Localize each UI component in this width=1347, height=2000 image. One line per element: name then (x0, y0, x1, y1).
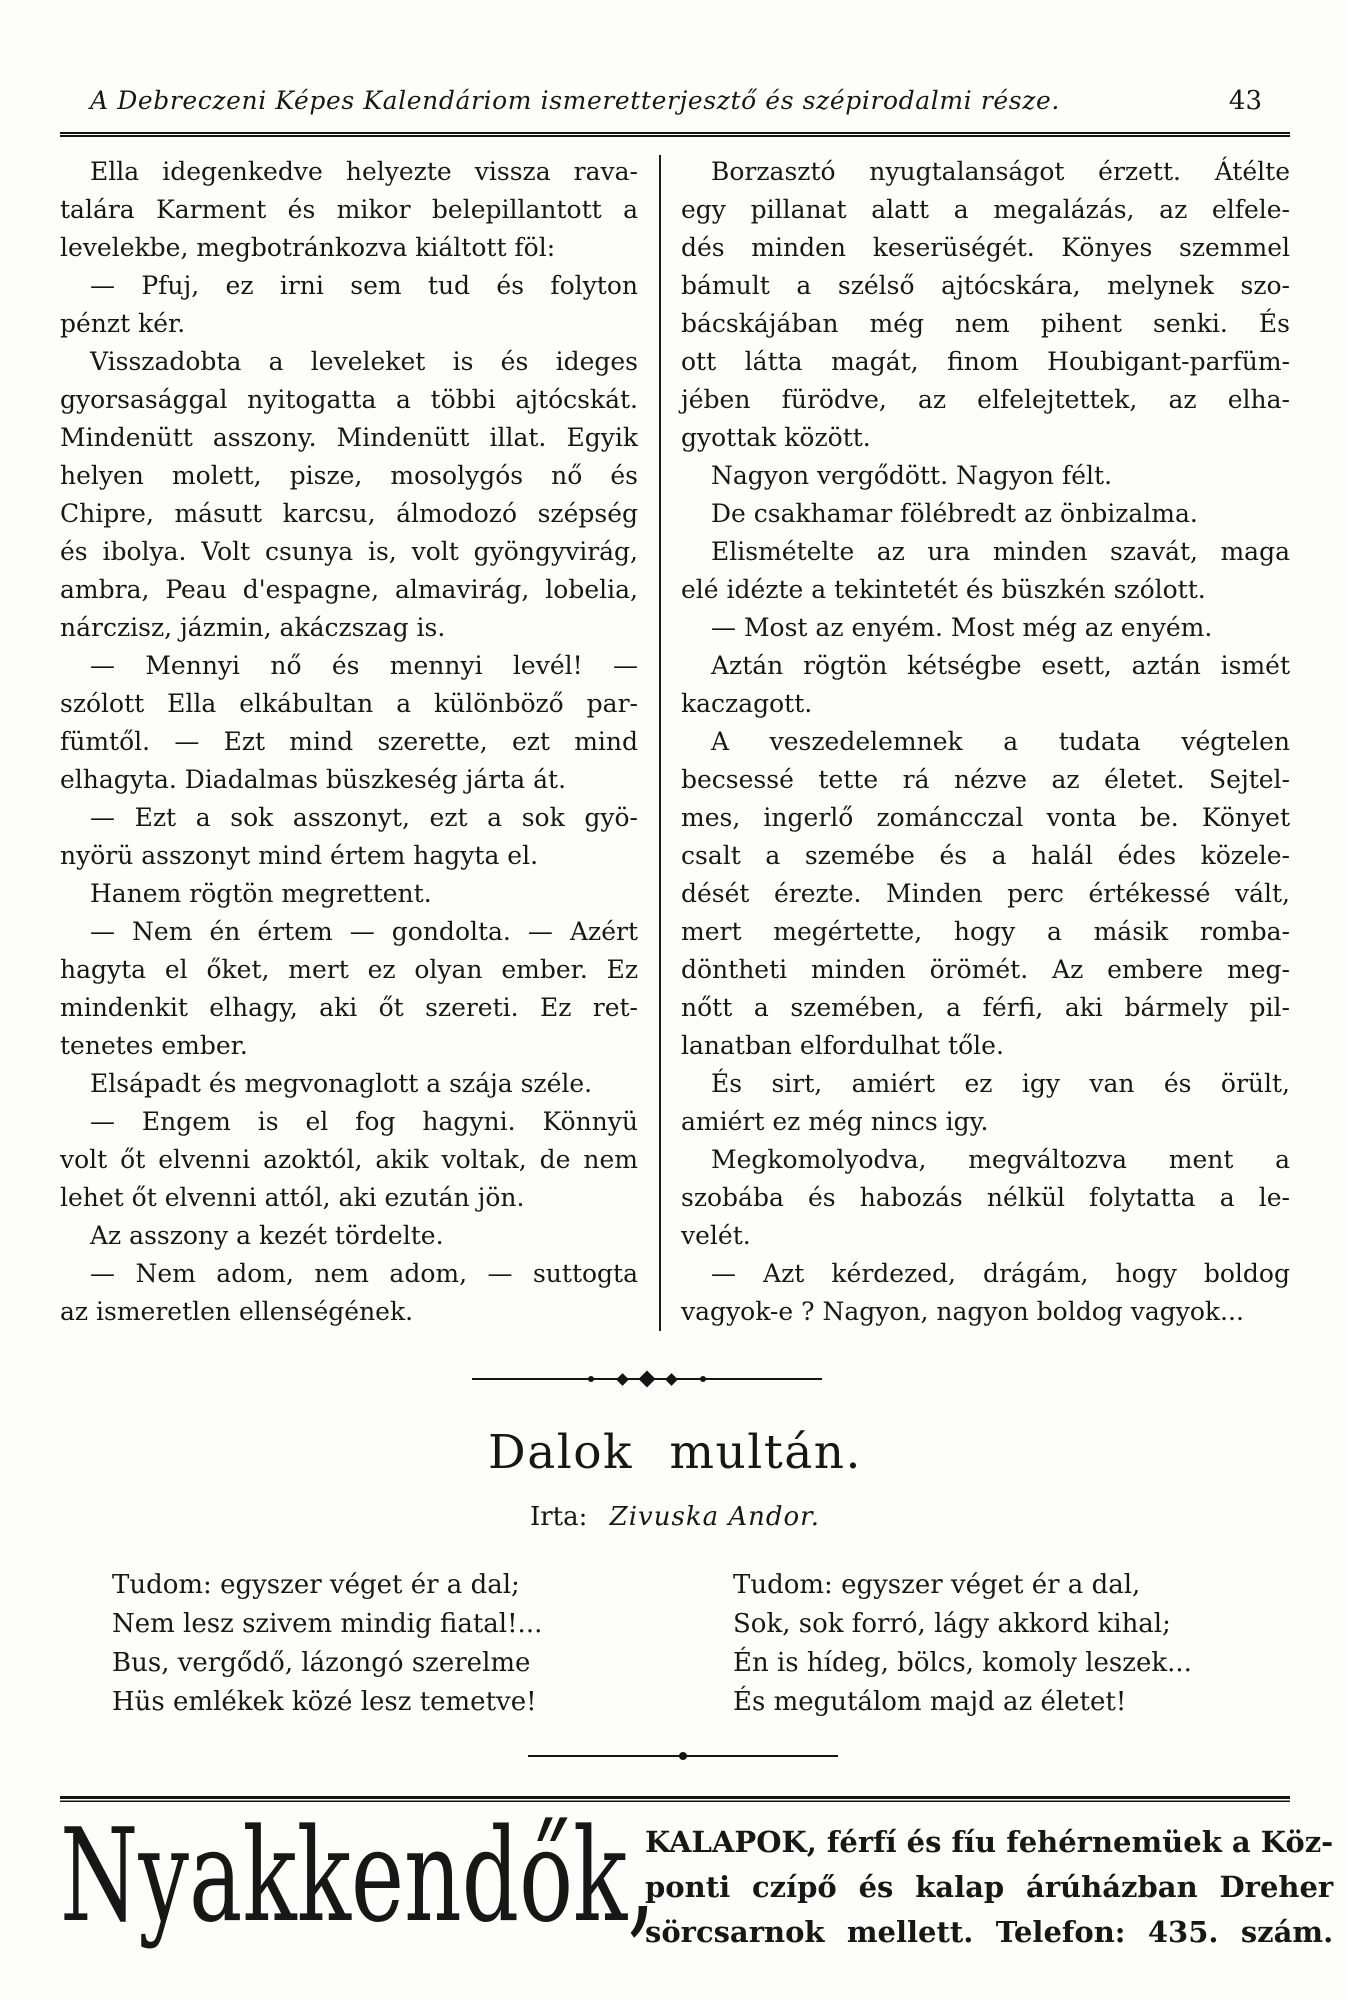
text-line: amiért ez még nincs igy. (681, 1107, 989, 1136)
text-line: De csakhamar fölébredt az önbizalma. (711, 499, 1198, 528)
text-line: ponti czípő és kalap árúházban Dreher (645, 1870, 1334, 1904)
poem-stanzas (60, 1566, 1290, 1722)
ad-headline (60, 1802, 656, 1951)
text-line: Én is hídeg, bölcs, komoly leszek... (733, 1648, 1192, 1678)
text-line: pénzt kér. (60, 309, 186, 338)
text-line: volt őt elvenni azoktól, akik voltak, de nem (60, 1145, 638, 1174)
text-line: dés minden keserüségét. Könyes szemmel (681, 233, 1290, 262)
text-line: dését érezte. Minden perc értékessé vált, (681, 879, 1290, 908)
story-right-column (681, 153, 1290, 1331)
text-line: — Engem is el fog hagyni. Könnyü (90, 1107, 638, 1136)
text-line: nárczisz, jázmin, akáczszag is. (60, 613, 446, 642)
ornament-line (528, 1755, 680, 1757)
text-line: elhagyta. Diadalmas büszkeség járta át. (60, 765, 567, 794)
text-line: Hanem rögtön megrettent. (90, 879, 432, 908)
text-line: — Nem adom, nem adom, — suttogta (90, 1259, 638, 1288)
text-line: nőtt a szemében, a férfi, aki bármely pil- (681, 993, 1290, 1022)
ornament-line (705, 1378, 822, 1380)
ornament-line (472, 1378, 589, 1380)
text-line: — Most az enyém. Most még az enyém. (711, 613, 1213, 642)
poem-stanza-left (60, 1566, 675, 1722)
text-line: Aztán rögtön kétségbe esett, aztán ismét (711, 651, 1290, 680)
text-line: Megkomolyodva, megváltozva ment a (711, 1145, 1290, 1174)
text-line: Nem lesz szivem mindig fiatal!... (112, 1609, 543, 1639)
text-line: levelekbe, megbotránkozva kiáltott föl: (60, 233, 556, 262)
text-line: fümtől. — Ezt mind szerette, ezt mind (60, 727, 638, 756)
text-line: bácskájában még nem pihent senki. És (681, 309, 1290, 338)
running-title: A Debreczeni Képes Kalendáriom ismeretterjesztő és szépirodalmi része. (90, 86, 1060, 115)
text-line: Tudom: egyszer véget ér a dal; (112, 1570, 520, 1600)
text-line: tenetes ember. (60, 1031, 248, 1060)
text-line: — Ezt a sok asszonyt, ezt a sok gyö- (90, 803, 638, 832)
poem-author: Zivuska Andor. (609, 1502, 821, 1532)
text-line: Elsápadt és megvonaglott a szája széle. (90, 1069, 593, 1098)
ad-headline-text: Nyakkendők, (60, 1802, 656, 1951)
text-line: lehet őt elvenni attól, aki ezután jön. (60, 1183, 525, 1212)
poem-stanza-right (675, 1566, 1290, 1722)
text-line: nyörü asszonyt mind értem hagyta el. (60, 841, 539, 870)
text-line: Nagyon vergődött. Nagyon félt. (711, 461, 1113, 490)
text-line: sörcsarnok mellett. Telefon: 435. szám. (645, 1915, 1334, 1949)
text-line: — Mennyi nő és mennyi levél! — (90, 651, 638, 680)
section-ornament-divider (472, 1373, 822, 1385)
text-line: Az asszony a kezét tördelte. (90, 1221, 444, 1250)
advertisement (60, 1802, 1334, 1955)
text-line: Hüs emlékek közé lesz temetve! (112, 1687, 537, 1717)
text-line: gyottak között. (681, 423, 871, 452)
text-line: KALAPOK, férfí és fíu fehérnemüek a Köz- (645, 1825, 1334, 1859)
diamond-ornament-icon (616, 1373, 629, 1386)
text-line: — Nem én értem — gondolta. — Azért (90, 917, 638, 946)
text-line: Elismételte az ura minden szavát, maga (711, 537, 1290, 566)
text-line: ott látta magát, finom Houbigant-parfüm- (681, 347, 1290, 376)
page-number: 43 (1228, 86, 1262, 116)
ornament-line (686, 1755, 838, 1757)
text-line: az ismeretlen ellenségének. (60, 1297, 414, 1326)
text-line: Chipre, másutt karcsu, álmodozó szépség (60, 499, 638, 528)
text-line: és ibolya. Volt csunya is, volt gyöngyvirág, (60, 537, 638, 566)
text-line: És sirt, amiért ez igy van és örült, (711, 1069, 1290, 1098)
header-rule (60, 132, 1290, 137)
poem-end-divider (528, 1752, 838, 1760)
text-line: egy pillanat alatt a megalázás, az elfele- (681, 195, 1290, 224)
text-line: Tudom: egyszer véget ér a dal, (733, 1570, 1141, 1600)
story-left-column (60, 153, 638, 1331)
text-line: talára Karment és mikor belepillantott a (60, 195, 638, 224)
page-header (60, 86, 1290, 128)
text-line: csalt a szemébe és a halál édes közele- (681, 841, 1290, 870)
text-line: mindenkit elhagy, aki őt szereti. Ez ret- (60, 993, 638, 1022)
text-line: Visszadobta a leveleket is és ideges (90, 347, 638, 376)
text-line: Borzasztó nyugtalanságot érzett. Átélte (711, 157, 1290, 186)
text-line: Bus, vergődő, lázongó szerelme (112, 1648, 531, 1678)
poem-byline (60, 1502, 1290, 1532)
text-line: helyen molett, pisze, mosolygós nő és (60, 461, 638, 490)
story-columns (60, 153, 1290, 1331)
text-line: becsessé tette rá nézve az életet. Sejtel- (681, 765, 1290, 794)
diamond-ornament-icon (639, 1371, 656, 1388)
text-line: ambra, Peau d'espagne, almavirág, lobelia, (60, 575, 638, 604)
text-line: vagyok-e ? Nagyon, nagyon boldog vagyok... (681, 1297, 1244, 1326)
text-line: — Pfuj, ez irni sem tud és folyton (90, 271, 638, 300)
byline-prefix: Irta: (529, 1502, 588, 1532)
text-line: mes, ingerlő zománcczal vonta be. Könyet (681, 803, 1290, 832)
text-line: jében fürödve, az elfelejtettek, az elha- (681, 385, 1290, 414)
ornament-line (675, 1378, 701, 1380)
text-line: Mindenütt asszony. Mindenütt illat. Egyik (60, 423, 638, 452)
text-line: mert megértette, hogy a másik romba- (681, 917, 1290, 946)
text-line: Ella idegenkedve helyezte vissza rava- (90, 157, 638, 186)
poem-title: Dalok multán. (488, 1425, 862, 1480)
text-line: bámult a szélső ajtócskára, melynek szo- (681, 271, 1290, 300)
text-line: gyorsasággal nyitogatta a többi ajtócskát. (60, 385, 638, 414)
text-line: szobába és habozás nélkül folytatta a le- (681, 1183, 1290, 1212)
text-line: — Azt kérdezed, drágám, hogy boldog (711, 1259, 1290, 1288)
ad-body-text (645, 1810, 1333, 1955)
text-line: szólott Ella elkábultan a különböző par- (60, 689, 638, 718)
text-line: lanatban elfordulhat tőle. (681, 1031, 1004, 1060)
text-line: A veszedelemnek a tudata végtelen (711, 727, 1290, 756)
column-divider-rule (659, 155, 661, 1331)
text-line: hagyta el őket, mert ez olyan ember. Ez (60, 955, 638, 984)
text-line: elé idézte a tekintetét és büszkén szólott. (681, 575, 1206, 604)
text-line: Sok, sok forró, lágy akkord kihal; (733, 1609, 1171, 1639)
text-line: kaczagott. (681, 689, 813, 718)
text-line: velét. (681, 1221, 751, 1250)
diamond-ornament-icon (665, 1373, 678, 1386)
text-line: döntheti minden örömét. Az embere meg- (681, 955, 1290, 984)
text-line: És megutálom majd az életet! (733, 1687, 1127, 1717)
